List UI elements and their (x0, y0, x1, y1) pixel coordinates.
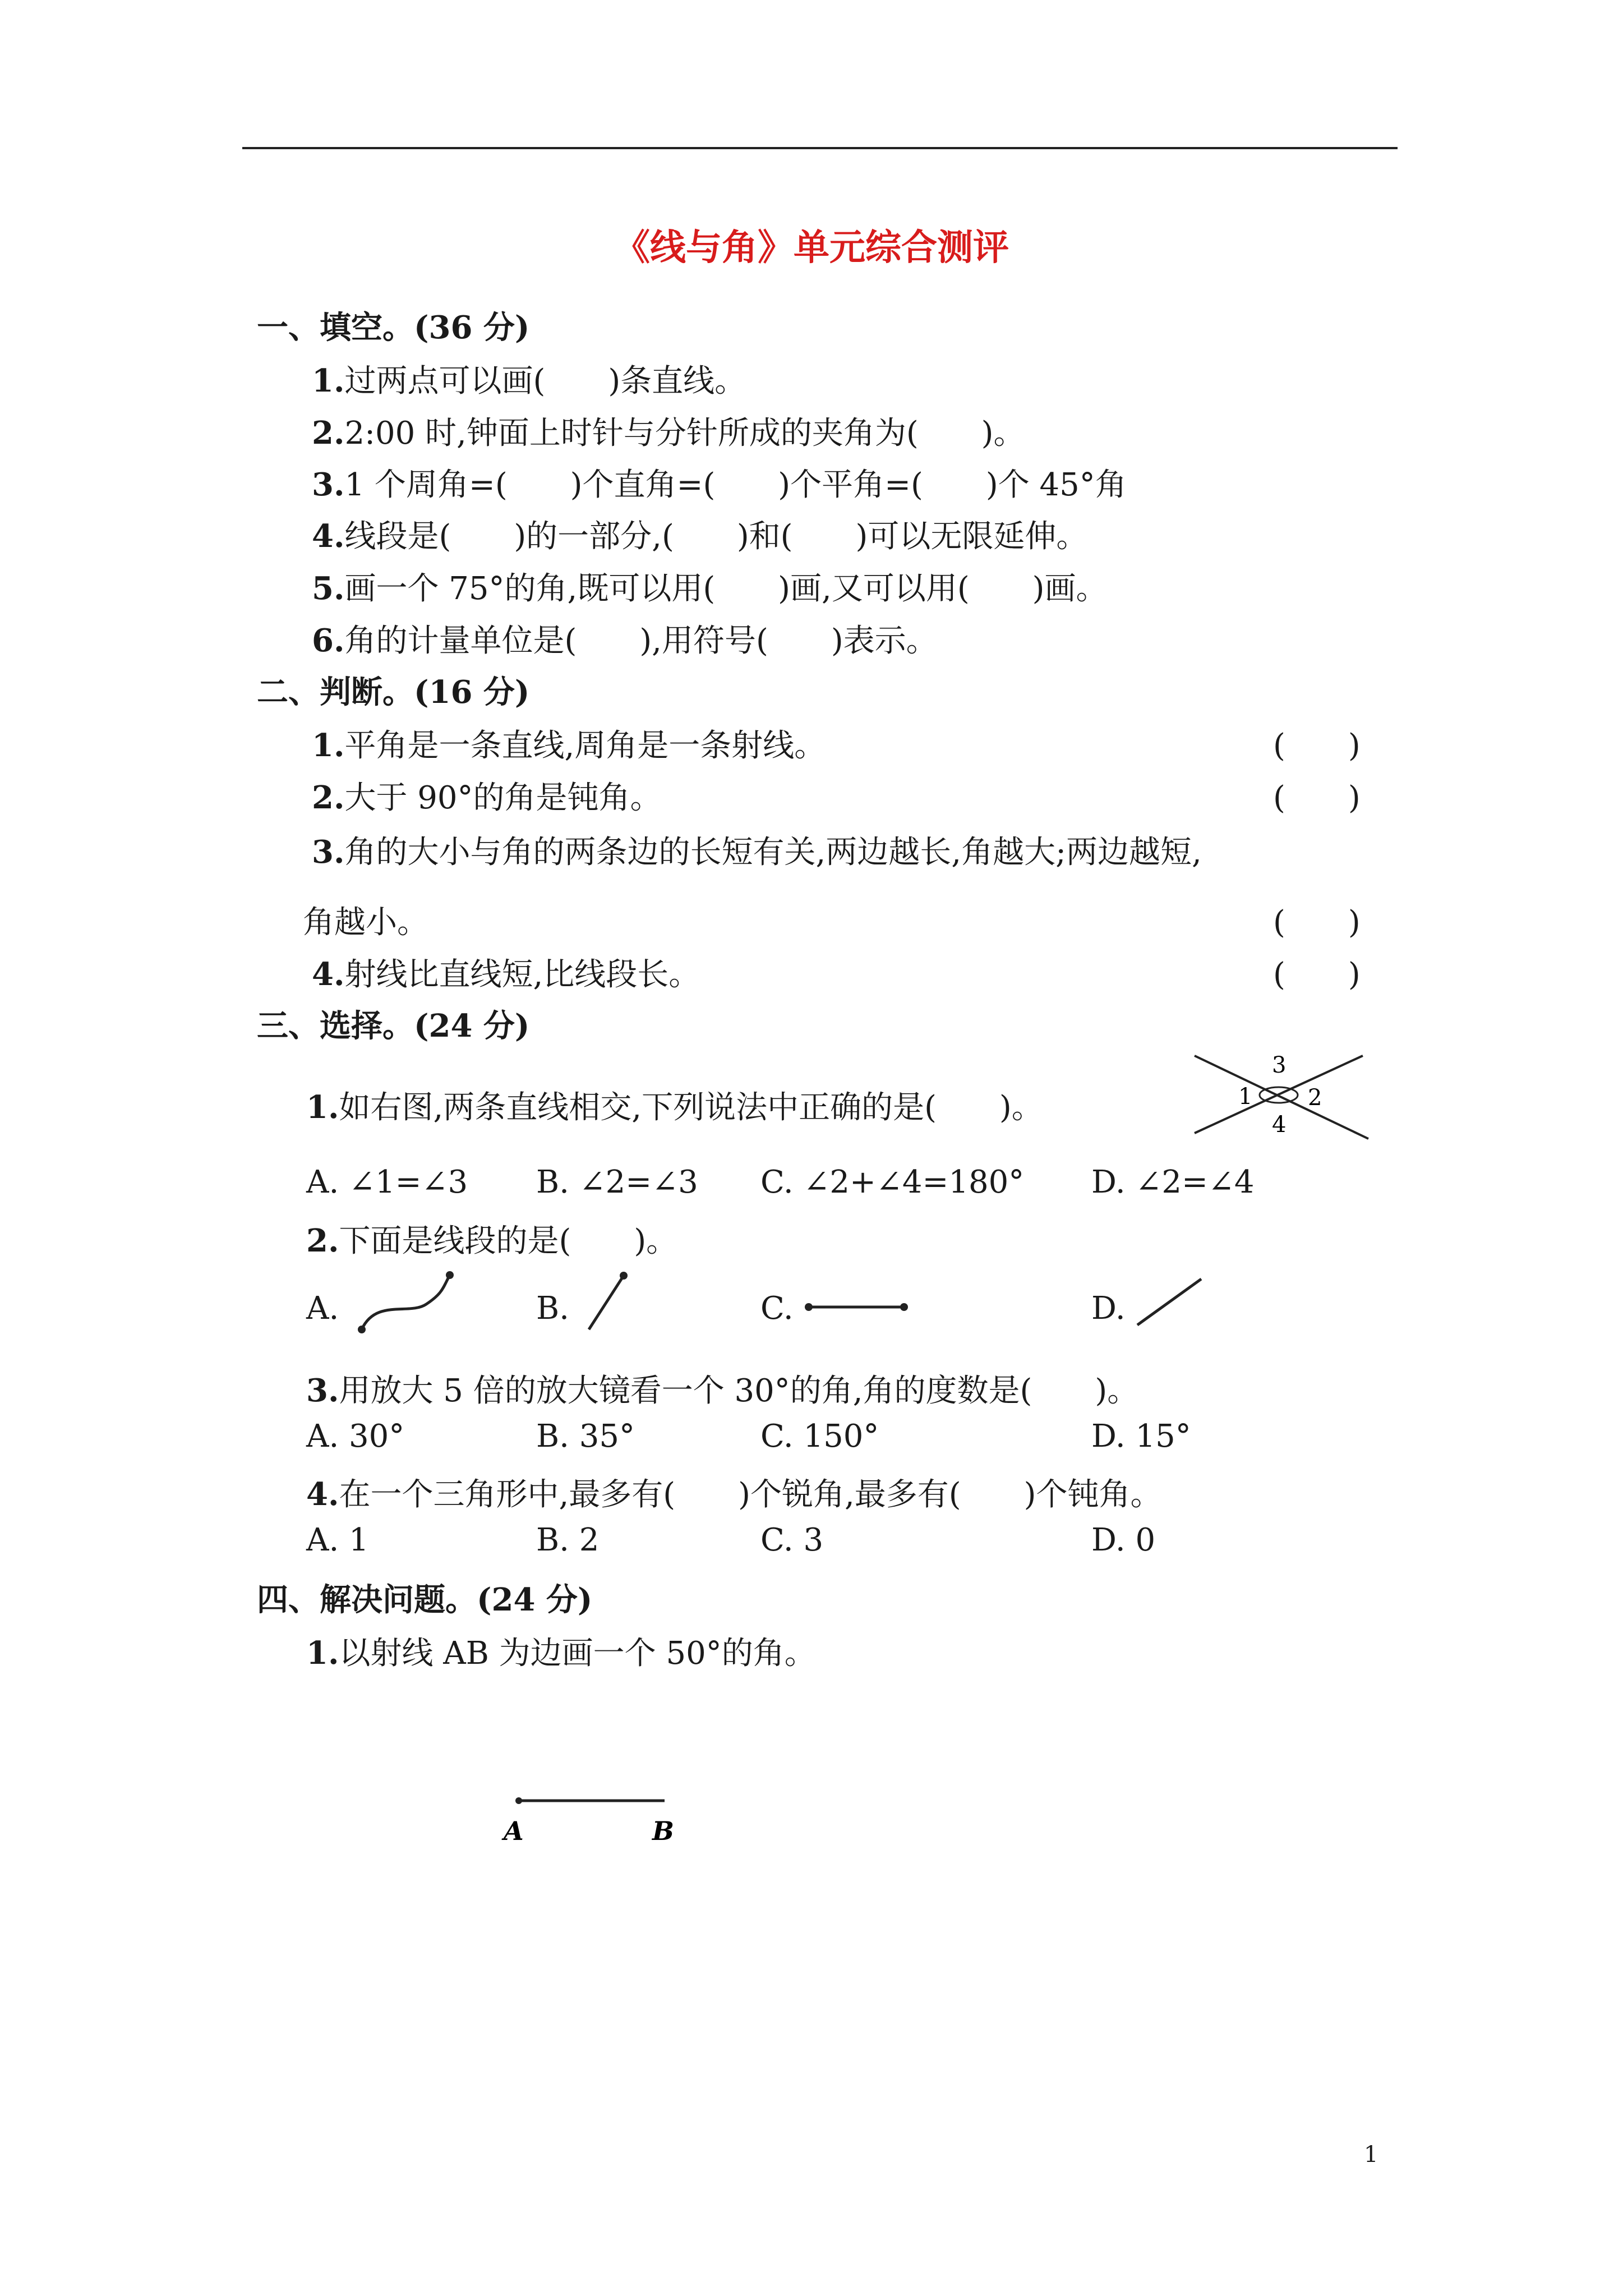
question-number: 2. (312, 415, 345, 452)
point-a-dot (515, 1797, 522, 1804)
section-heading-true-false: 二、判断。(16 分) (257, 674, 530, 711)
question-number: 4. (312, 518, 345, 555)
ray-line (589, 1276, 624, 1329)
question-3-3 (306, 1366, 1138, 1411)
segment-figure (802, 1290, 914, 1324)
question-text: 过两点可以画( )条直线。 (344, 363, 746, 399)
ray-figure (578, 1268, 645, 1335)
question-text: 2:00 时,钟面上时针与分针所成的夹角为( )。 (344, 415, 1025, 452)
section-heading-fill-blank: 一、填空。(36 分) (257, 309, 530, 346)
question-number: 3. (312, 834, 345, 871)
answer-parentheses[interactable]: ( ) (1273, 728, 1361, 764)
option-a[interactable]: A. 30° (306, 1418, 405, 1455)
question-4-1 (306, 1628, 816, 1673)
page-title: 《线与角》单元综合测评 (614, 227, 1009, 269)
option-d[interactable]: D. ∠2=∠4 (1091, 1164, 1255, 1200)
question-text: 射线比直线短,比线段长。 (344, 956, 700, 993)
endpoint (446, 1271, 454, 1279)
endpoint (900, 1303, 908, 1311)
point-a-label: A (504, 1816, 524, 1846)
endpoint (805, 1303, 813, 1311)
question-1-1 (312, 356, 746, 401)
option-b[interactable]: B. 35° (536, 1418, 635, 1455)
curve-segment-figure (353, 1265, 460, 1338)
question-3-1 (306, 1083, 1043, 1128)
question-text: 下面是线段的是( )。 (339, 1223, 678, 1259)
question-text: 以射线 AB 为边画一个 50°的角。 (339, 1635, 816, 1672)
option-d[interactable]: D. 0 (1091, 1522, 1156, 1558)
question-number: 4. (312, 956, 345, 993)
question-1-5 (312, 564, 1108, 609)
option-d[interactable]: D. 15° (1091, 1418, 1191, 1455)
question-2-3-continued: 角越小。 (303, 904, 428, 941)
question-number: 1. (306, 1635, 339, 1672)
curve-line (362, 1275, 450, 1329)
question-text: 大于 90°的角是钝角。 (344, 780, 662, 816)
straight-line (1137, 1279, 1201, 1325)
option-c[interactable]: C. (760, 1290, 794, 1327)
point-b-label: B (652, 1816, 674, 1846)
option-c[interactable]: C. ∠2+∠4=180° (760, 1164, 1025, 1200)
question-2-2 (312, 773, 662, 818)
line-figure (1133, 1273, 1206, 1329)
section-heading-multiple-choice: 三、选择。(24 分) (257, 1007, 530, 1045)
angle-label-3: 3 (1272, 1052, 1287, 1078)
answer-parentheses[interactable]: ( ) (1273, 956, 1361, 993)
question-number: 4. (306, 1476, 339, 1513)
question-number: 3. (306, 1372, 339, 1409)
top-rule (242, 147, 1398, 149)
question-text: 角的计量单位是( ),用符号( )表示。 (344, 623, 938, 659)
question-text: 角的大小与角的两条边的长短有关,两边越长,角越大;两边越短, (344, 834, 1202, 871)
question-text: 画一个 75°的角,既可以用( )画,又可以用( )画。 (344, 570, 1108, 607)
option-a[interactable]: A. (306, 1290, 339, 1327)
question-3-2 (306, 1216, 677, 1261)
answer-parentheses[interactable]: ( ) (1273, 904, 1361, 941)
question-text: 在一个三角形中,最多有( )个锐角,最多有( )个钝角。 (339, 1476, 1162, 1513)
angle-label-4: 4 (1272, 1112, 1287, 1138)
option-b[interactable]: B. 2 (536, 1522, 600, 1558)
answer-parentheses[interactable]: ( ) (1273, 780, 1361, 816)
option-c[interactable]: C. 150° (760, 1418, 879, 1455)
question-1-2 (312, 408, 1025, 453)
intersecting-lines-figure (1183, 1049, 1374, 1144)
question-number: 1. (306, 1089, 339, 1126)
question-1-3 (312, 460, 1127, 505)
endpoint (620, 1272, 628, 1280)
question-text: 线段是( )的一部分,( )和( )可以无限延伸。 (344, 518, 1088, 555)
ray-ab-figure[interactable] (494, 1784, 684, 1857)
endpoint (358, 1326, 366, 1333)
question-2-3 (312, 827, 1202, 872)
question-number: 3. (312, 466, 345, 503)
question-number: 6. (312, 622, 345, 659)
question-number: 2. (312, 779, 345, 816)
question-text: 用放大 5 倍的放大镜看一个 30°的角,角的度数是( )。 (339, 1373, 1139, 1409)
question-number: 5. (312, 570, 345, 607)
question-1-4 (312, 512, 1087, 556)
option-a[interactable]: A. 1 (306, 1522, 369, 1558)
angle-label-2: 2 (1308, 1085, 1322, 1111)
angle-label-1: 1 (1238, 1084, 1253, 1110)
page-number: 1 (1364, 2142, 1378, 2168)
option-c[interactable]: C. 3 (760, 1522, 824, 1558)
question-text: 1 个周角=( )个直角=( )个平角=( )个 45°角 (344, 467, 1127, 503)
question-2-4 (312, 950, 700, 995)
question-1-6 (312, 616, 938, 661)
question-number: 1. (312, 727, 345, 764)
option-b[interactable]: B. ∠2=∠3 (536, 1164, 698, 1200)
option-d[interactable]: D. (1091, 1290, 1126, 1327)
option-a[interactable]: A. ∠1=∠3 (306, 1164, 468, 1200)
question-2-1 (312, 721, 826, 766)
option-b[interactable]: B. (536, 1290, 569, 1327)
question-number: 1. (312, 362, 345, 399)
question-3-4 (306, 1470, 1161, 1515)
question-number: 2. (306, 1222, 339, 1259)
question-text: 如右图,两条直线相交,下列说法中正确的是( )。 (339, 1089, 1043, 1126)
section-heading-problem-solving: 四、解决问题。(24 分) (257, 1581, 593, 1618)
question-text: 平角是一条直线,周角是一条射线。 (344, 728, 826, 764)
